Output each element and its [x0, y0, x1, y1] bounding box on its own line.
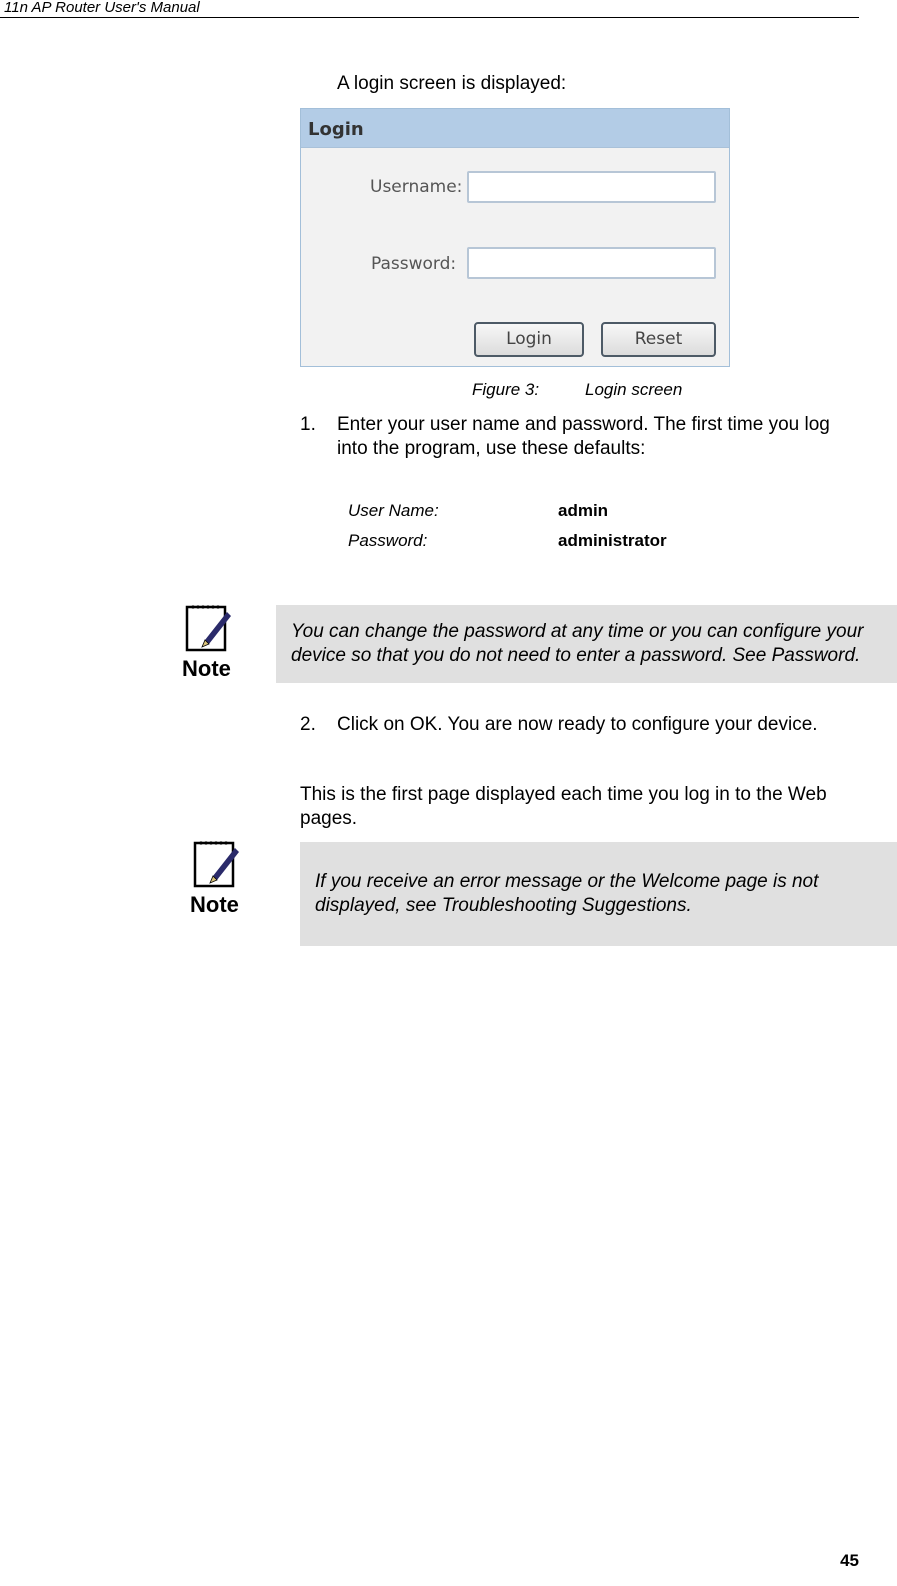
login-panel-header — [301, 109, 729, 148]
step-2-text: Click on OK. You are now ready to configure your device. — [337, 714, 818, 735]
note-text-line-1: You can change the password at any time or you can configure your — [291, 621, 864, 642]
note-text-line-1: If you receive an error message or the Welcome page is not — [315, 871, 819, 892]
default-password-value: administrator — [558, 531, 667, 550]
header-rule — [0, 17, 859, 18]
login-button[interactable]: Login — [474, 322, 584, 357]
manual-title: 11n AP Router User's Manual — [4, 0, 200, 16]
username-input[interactable] — [467, 171, 716, 203]
paragraph-line-1: This is the first page displayed each time you log in to the Web — [300, 784, 827, 805]
password-input[interactable] — [467, 247, 716, 279]
login-panel-title: Login — [308, 119, 364, 140]
notepad-pen-icon — [185, 604, 231, 659]
step-1-number: 1. — [300, 414, 316, 435]
note-label: Note — [182, 656, 231, 681]
default-password-label: Password: — [348, 531, 428, 550]
default-username-value: admin — [558, 501, 609, 520]
figure-title: Login screen — [585, 380, 683, 399]
step-1-line-2: into the program, use these defaults: — [337, 438, 646, 459]
notepad-pen-icon — [193, 840, 239, 895]
default-username-label: User Name: — [348, 501, 439, 520]
paragraph-line-2: pages. — [300, 808, 358, 829]
note-text-line-2: device so that you do not need to enter a password. See Password. — [291, 645, 861, 666]
note-box — [276, 605, 897, 683]
figure-number: Figure 3: — [472, 380, 540, 399]
password-label: Password: — [371, 254, 457, 274]
note-label: Note — [190, 892, 239, 917]
step-1-line-1: Enter your user name and password. The first time you log — [337, 414, 830, 435]
login-panel — [300, 108, 730, 367]
step-2-number: 2. — [300, 714, 316, 735]
page-number: 45 — [840, 1551, 859, 1570]
reset-button[interactable]: Reset — [601, 322, 716, 357]
note-text-line-2: displayed, see Troubleshooting Suggestions. — [315, 895, 692, 916]
username-label: Username: — [370, 177, 463, 197]
intro-text: A login screen is displayed: — [337, 73, 567, 94]
note-box — [300, 842, 897, 946]
